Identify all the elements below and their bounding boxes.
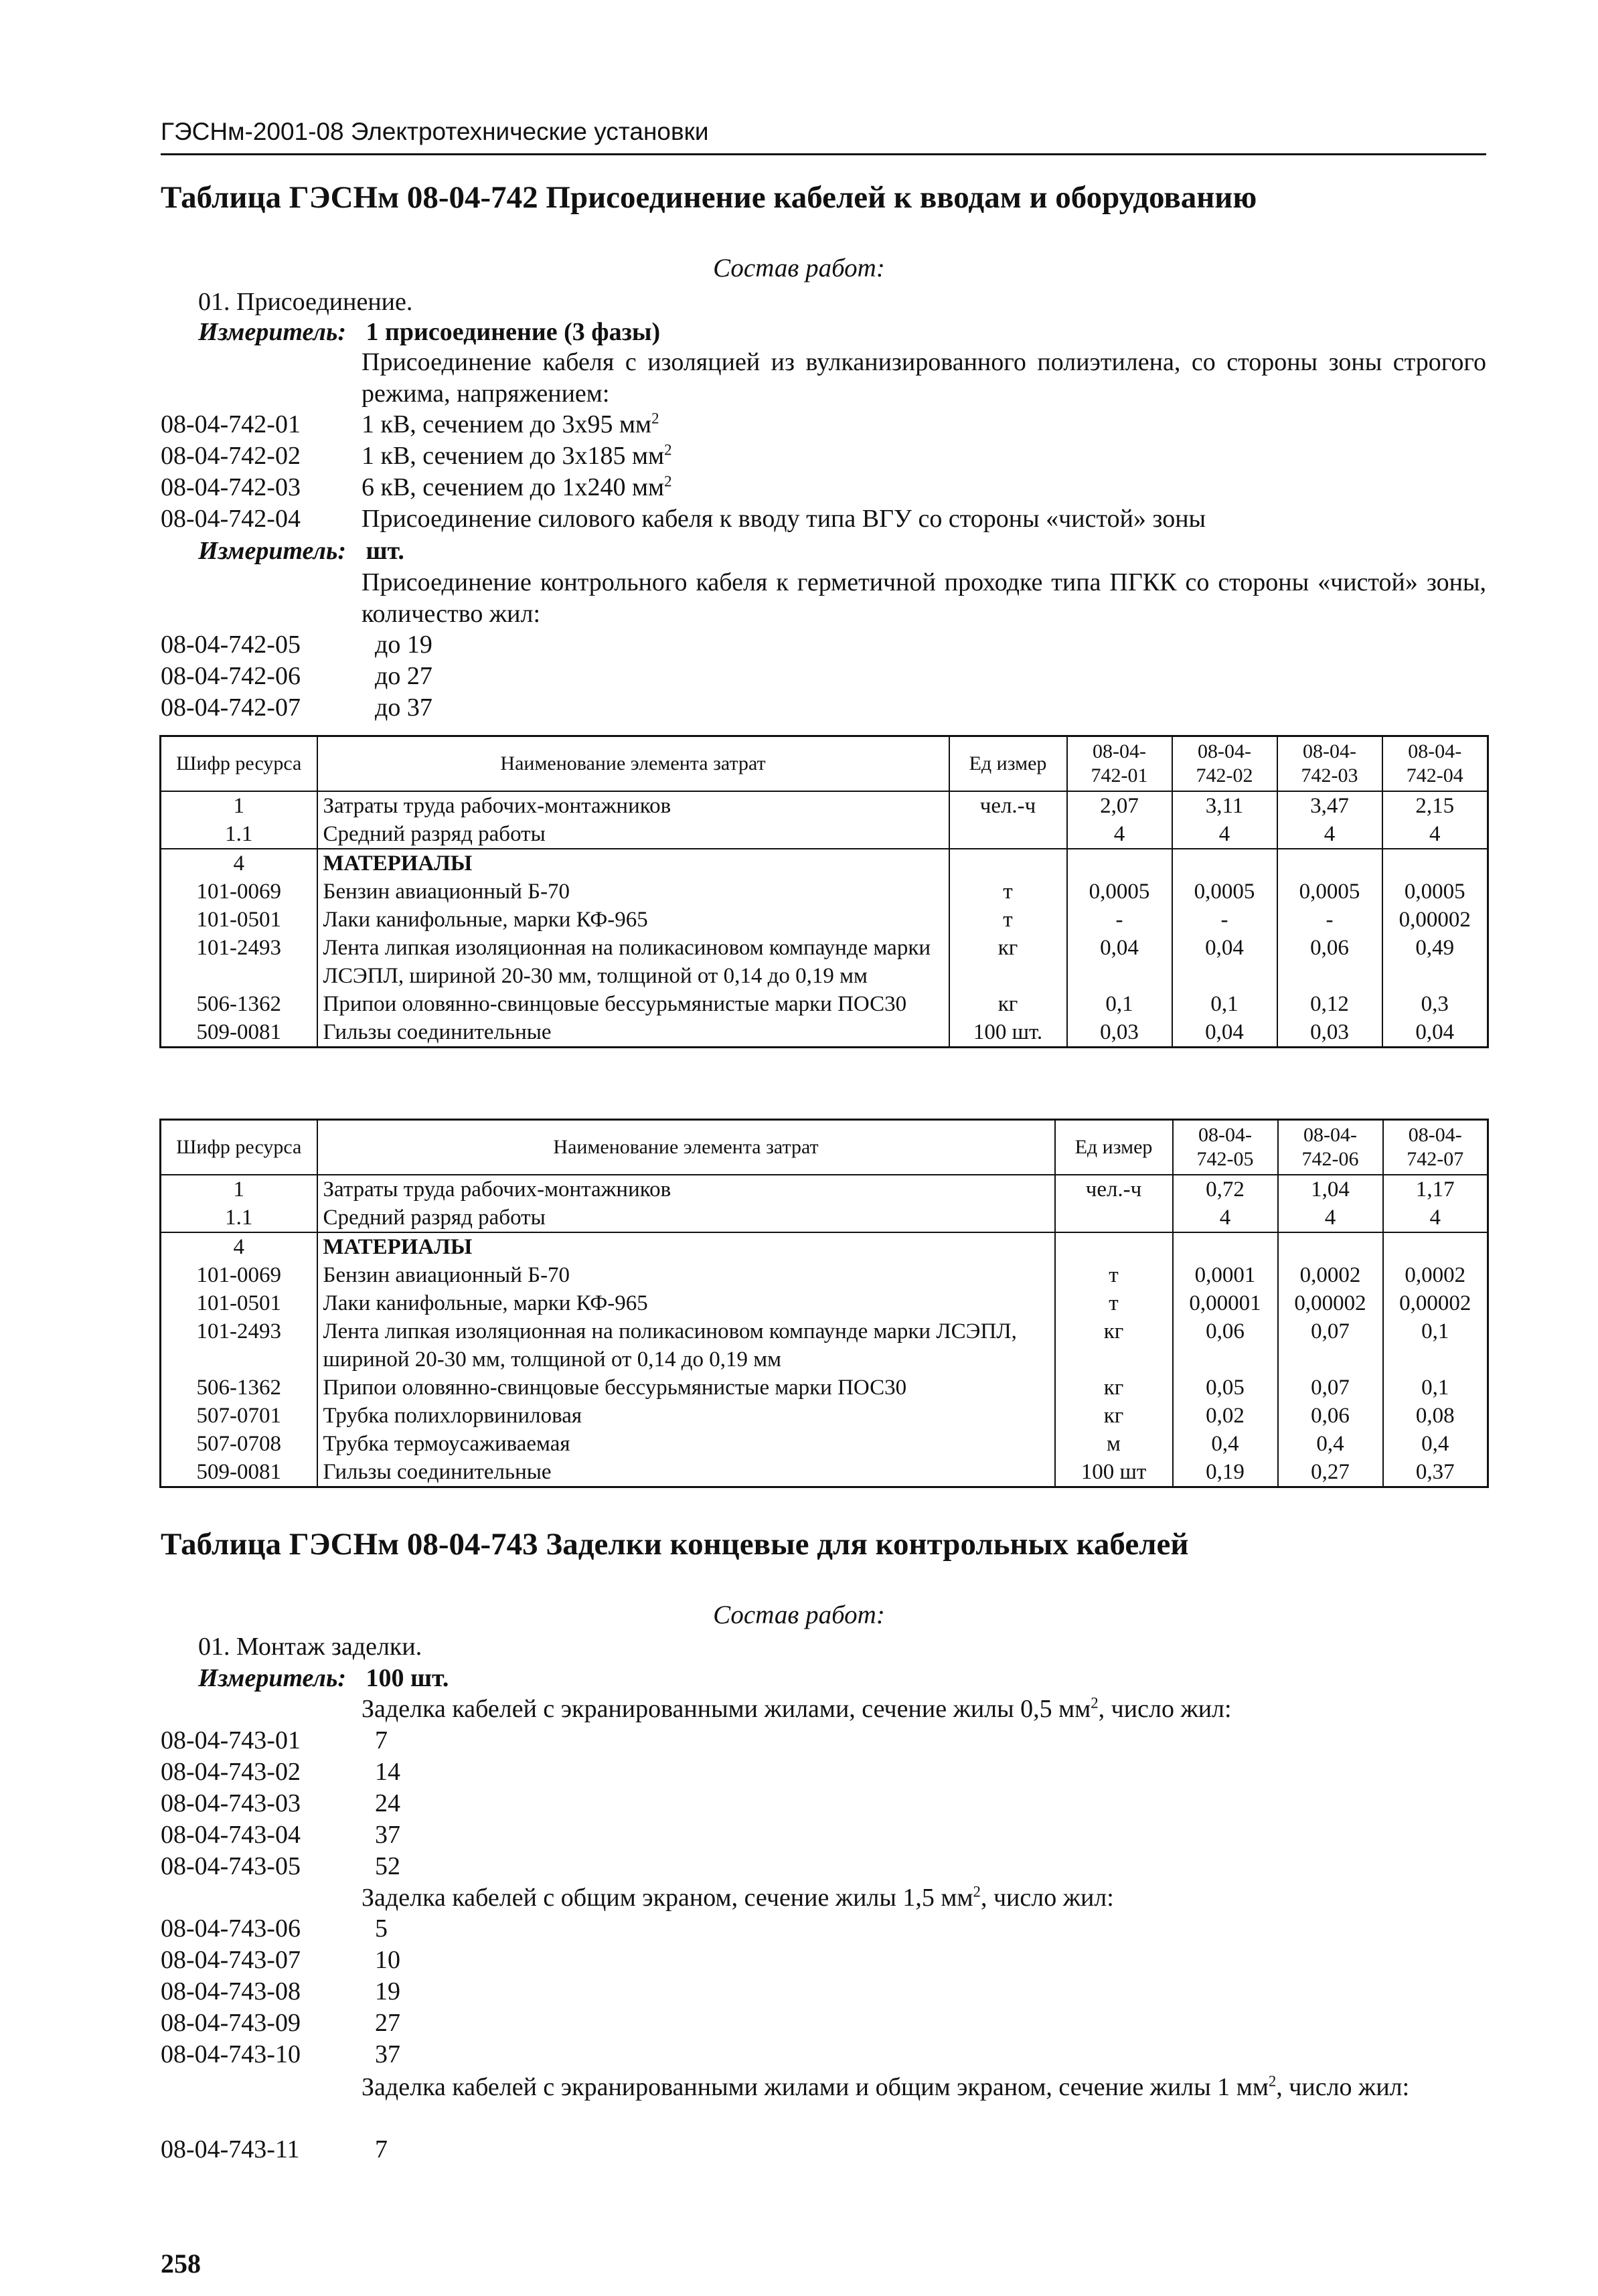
cell-unit: чел.-ч xyxy=(1055,1175,1173,1204)
item-code: 08-04-743-04 xyxy=(161,1821,301,1849)
column-header-norm: 08-04- 742-01 xyxy=(1067,736,1172,792)
cell-code: 509-0081 xyxy=(161,1018,317,1048)
cell-name: Припои оловянно-свинцовые бессурьмянистые марки ПОС30 xyxy=(317,990,949,1018)
item-text: 37 xyxy=(375,1821,400,1849)
composition-742: 01. Присоединение. xyxy=(198,288,413,316)
cell-value: 0,3 xyxy=(1382,990,1488,1018)
cell-value xyxy=(1382,849,1488,878)
running-header: ГЭСНм-2001-08 Электротехнические установки xyxy=(161,118,709,145)
cell-value: 0,02 xyxy=(1173,1402,1278,1430)
cell-name: Затраты труда рабочих-монтажников xyxy=(317,791,949,820)
cell-code: 506-1362 xyxy=(161,1374,317,1402)
cell-name: Трубка полихлорвиниловая xyxy=(317,1402,1055,1430)
cell-unit: т xyxy=(1055,1261,1173,1289)
cell-code: 101-0069 xyxy=(161,878,317,906)
table-row xyxy=(161,1175,1488,1204)
cell-value: 0,07 xyxy=(1278,1317,1383,1374)
table-row xyxy=(161,1232,1488,1261)
measure-label: Измеритель: xyxy=(198,537,346,565)
measure-742-2 xyxy=(198,536,404,567)
cell-value: 0,12 xyxy=(1277,990,1382,1018)
cell-code: 4 xyxy=(161,849,317,878)
item-text: 37 xyxy=(375,2040,400,2068)
cell-unit: кг xyxy=(1055,1402,1173,1430)
cell-code: 506-1362 xyxy=(161,990,317,1018)
cell-unit: кг xyxy=(949,934,1067,990)
cell-unit: кг xyxy=(1055,1317,1173,1374)
cell-name: Гильзы соединительные xyxy=(317,1458,1055,1487)
item-code: 08-04-742-02 xyxy=(161,442,301,470)
cell-value: 0,06 xyxy=(1277,934,1382,990)
measure-label: Измеритель: xyxy=(198,1664,346,1692)
cell-value: 0,08 xyxy=(1383,1402,1488,1430)
cell-unit: м xyxy=(1055,1430,1173,1458)
item-code: 08-04-742-01 xyxy=(161,410,301,438)
table-row xyxy=(161,820,1488,849)
cell-value: 1,17 xyxy=(1383,1175,1488,1204)
item-text: 14 xyxy=(375,1758,400,1786)
cell-value: 0,0002 xyxy=(1278,1261,1383,1289)
table-row xyxy=(161,906,1488,934)
measure-743 xyxy=(198,1663,449,1694)
item-code: 08-04-743-05 xyxy=(161,1852,301,1880)
column-header-norm: 08-04- 742-05 xyxy=(1173,1120,1278,1175)
cell-value: 2,15 xyxy=(1382,791,1488,820)
cell-code: 101-0069 xyxy=(161,1261,317,1289)
cell-value: 4 xyxy=(1277,820,1382,849)
composition-743: 01. Монтаж заделки. xyxy=(198,1633,422,1661)
cell-code: 1.1 xyxy=(161,820,317,849)
cell-value: 4 xyxy=(1173,1204,1278,1232)
cell-value xyxy=(1067,849,1172,878)
cell-code: 507-0708 xyxy=(161,1430,317,1458)
item-code: 08-04-743-10 xyxy=(161,2040,301,2068)
item-code: 08-04-743-11 xyxy=(161,2135,300,2163)
group-text-end: , число жил: xyxy=(1098,1695,1232,1723)
composition-label-742: Состав работ: xyxy=(713,254,885,282)
item-code: 08-04-743-09 xyxy=(161,2009,301,2037)
cell-value: 0,1 xyxy=(1383,1374,1488,1402)
cell-value: 0,03 xyxy=(1277,1018,1382,1048)
cell-name: МАТЕРИАЛЫ xyxy=(317,849,949,878)
cell-value: 0,04 xyxy=(1067,934,1172,990)
cell-value: 4 xyxy=(1382,820,1488,849)
table-row xyxy=(161,1402,1488,1430)
cell-value: 0,05 xyxy=(1173,1374,1278,1402)
cell-value: 4 xyxy=(1383,1204,1488,1232)
cell-unit: т xyxy=(949,906,1067,934)
cell-value: 0,06 xyxy=(1173,1317,1278,1374)
item-code: 08-04-743-08 xyxy=(161,1977,301,2005)
cell-value: 0,06 xyxy=(1278,1402,1383,1430)
cell-code: 101-2493 xyxy=(161,934,317,990)
column-header-norm: 08-04- 742-02 xyxy=(1172,736,1277,792)
group-heading-743-1: Заделка кабелей с экранированными жилами, сечение жилы 0,5 $мм^2$, число жил: xyxy=(362,1694,1232,1723)
cell-value: 0,07 xyxy=(1278,1374,1383,1402)
table-row xyxy=(161,849,1488,878)
cell-name: Припои оловянно-свинцовые бессурьмянистые марки ПОС30 xyxy=(317,1374,1055,1402)
table-row xyxy=(161,1289,1488,1317)
table-row xyxy=(161,1430,1488,1458)
cell-value: 4 xyxy=(1067,820,1172,849)
cell-unit: 100 шт xyxy=(1055,1458,1173,1487)
measure-value: 100 шт. xyxy=(366,1664,449,1692)
cell-value: 0,27 xyxy=(1278,1458,1383,1487)
table-header-row xyxy=(161,1120,1488,1175)
cell-unit xyxy=(1055,1232,1173,1261)
cell-name: Средний разряд работы xyxy=(317,820,949,849)
cell-value: 4 xyxy=(1278,1204,1383,1232)
group-heading-743-2: Заделка кабелей с общим экраном, сечение жилы 1,5 $мм^2$, число жил: xyxy=(362,1883,1114,1912)
group-heading-743-3: Заделка кабелей с экранированными жилами и общим экраном, сечение жилы 1 $мм^2$, число жил: xyxy=(362,2072,1410,2101)
cell-value: 2,07 xyxy=(1067,791,1172,820)
cell-name: Затраты труда рабочих-монтажников xyxy=(317,1175,1055,1204)
item-code: 08-04-742-06 xyxy=(161,662,301,690)
cell-value: 0,4 xyxy=(1173,1430,1278,1458)
measure-742-1 xyxy=(198,317,660,348)
cell-unit: т xyxy=(949,878,1067,906)
page-number: 258 xyxy=(161,2248,201,2279)
measure-value: 1 присоединение (3 фазы) xyxy=(366,318,661,346)
measure-label: Измеритель: xyxy=(198,318,346,346)
cell-code: 4 xyxy=(161,1232,317,1261)
column-header-code: Шифр ресурса xyxy=(161,736,317,792)
column-header-norm: 08-04- 742-06 xyxy=(1278,1120,1383,1175)
cell-value: 0,00002 xyxy=(1383,1289,1488,1317)
cell-unit xyxy=(949,820,1067,849)
measure-value: шт. xyxy=(366,537,404,565)
cell-unit: т xyxy=(1055,1289,1173,1317)
cell-name: Средний разряд работы xyxy=(317,1204,1055,1232)
paragraph-742-2: Присоединение контрольного кабеля к герметичной проходке типа ПГКК со стороны «чистой» зоны, количество жил: xyxy=(362,568,1486,628)
item-text: 19 xyxy=(375,1977,400,2005)
table-row xyxy=(161,1018,1488,1048)
cell-unit: кг xyxy=(949,990,1067,1018)
cell-unit: кг xyxy=(1055,1374,1173,1402)
cell-value xyxy=(1383,1232,1488,1261)
cell-value: 0,1 xyxy=(1383,1317,1488,1374)
cell-value xyxy=(1172,849,1277,878)
cell-value: 0,0005 xyxy=(1382,878,1488,906)
group-text-end: , число жил: xyxy=(1276,2073,1410,2101)
table-row xyxy=(161,934,1488,990)
item-text: Присоединение силового кабеля к вводу типа ВГУ со стороны «чистой» зоны xyxy=(362,505,1206,533)
cell-name: Лаки канифольные, марки КФ-965 xyxy=(317,906,949,934)
table-row xyxy=(161,990,1488,1018)
cell-value: 1,04 xyxy=(1278,1175,1383,1204)
cell-code: 509-0081 xyxy=(161,1458,317,1487)
column-header-code: Шифр ресурса xyxy=(161,1120,317,1175)
item-code: 08-04-742-05 xyxy=(161,631,301,659)
cell-value: 0,49 xyxy=(1382,934,1488,990)
cell-value: 0,0005 xyxy=(1067,878,1172,906)
column-header-unit: Ед измер xyxy=(949,736,1067,792)
item-text: до 27 xyxy=(375,662,432,690)
item-text: 10 xyxy=(375,1946,400,1974)
resource-table-742-1 xyxy=(159,735,1489,1048)
item-text: до 19 xyxy=(375,631,432,659)
cell-value: 0,04 xyxy=(1172,934,1277,990)
cell-value: 0,00002 xyxy=(1382,906,1488,934)
cell-value: 0,0001 xyxy=(1173,1261,1278,1289)
paragraph-742-1: Присоединение кабеля с изоляцией из вулканизированного полиэтилена, со стороны зоны строгого режима, напряжением: xyxy=(362,348,1486,408)
group-text: Заделка кабелей с экранированными жилами, сечение жилы 0,5 мм xyxy=(362,1695,1091,1723)
item-text: до 37 xyxy=(375,693,432,722)
cell-value xyxy=(1278,1232,1383,1261)
cell-unit: 100 шт. xyxy=(949,1018,1067,1048)
item-text: 1 кВ, сечением до 3х95 $мм^2$ xyxy=(362,410,659,438)
header-rule xyxy=(161,153,1486,155)
cell-value: 4 xyxy=(1172,820,1277,849)
cell-value: 0,4 xyxy=(1278,1430,1383,1458)
group-text: Заделка кабелей с экранированными жилами и общим экраном, сечение жилы 1 мм xyxy=(362,2073,1269,2101)
item-code: 08-04-743-03 xyxy=(161,1789,301,1817)
item-text: 27 xyxy=(375,2009,400,2037)
item-text: 5 xyxy=(375,1914,388,1943)
group-text: Заделка кабелей с общим экраном, сечение жилы 1,5 мм xyxy=(362,1884,973,1912)
cell-value xyxy=(1277,849,1382,878)
cell-code: 101-2493 xyxy=(161,1317,317,1374)
cell-name: Трубка термоусаживаемая xyxy=(317,1430,1055,1458)
table-row xyxy=(161,1204,1488,1232)
cell-value xyxy=(1173,1232,1278,1261)
composition-label-743: Состав работ: xyxy=(713,1601,885,1629)
cell-code: 1 xyxy=(161,791,317,820)
cell-value: 0,37 xyxy=(1383,1458,1488,1487)
cell-value: - xyxy=(1277,906,1382,934)
cell-code: 507-0701 xyxy=(161,1402,317,1430)
cell-value: 0,4 xyxy=(1383,1430,1488,1458)
cell-code: 101-0501 xyxy=(161,1289,317,1317)
column-header-name: Наименование элемента затрат xyxy=(317,1120,1055,1175)
item-code: 08-04-742-04 xyxy=(161,505,301,533)
cell-name: Лаки канифольные, марки КФ-965 xyxy=(317,1289,1055,1317)
item-code: 08-04-743-06 xyxy=(161,1914,301,1943)
item-text: 1 кВ, сечением до 3х185 $мм^2$ xyxy=(362,441,672,470)
cell-name: Бензин авиационный Б-70 xyxy=(317,1261,1055,1289)
cell-value: 3,47 xyxy=(1277,791,1382,820)
item-text: 7 xyxy=(375,1726,388,1754)
table-row xyxy=(161,1317,1488,1374)
item-text: 7 xyxy=(375,2135,388,2163)
resource-table-742-2 xyxy=(159,1119,1489,1488)
item-text: 6 кВ, сечением до 1х240 $мм^2$ xyxy=(362,473,672,501)
table-743-title: Таблица ГЭСНм 08-04-743 Заделки концевые для контрольных кабелей xyxy=(161,1527,1189,1562)
cell-name: МАТЕРИАЛЫ xyxy=(317,1232,1055,1261)
cell-value: 0,04 xyxy=(1172,1018,1277,1048)
cell-unit: чел.-ч xyxy=(949,791,1067,820)
cell-name: Лента липкая изоляционная на поликасиновом компаунде марки ЛСЭПЛ, шириной 20-30 мм, толщиной от 0,14 до 0,19 мм xyxy=(317,1317,1055,1374)
cell-code: 1 xyxy=(161,1175,317,1204)
cell-value: 3,11 xyxy=(1172,791,1277,820)
table-row xyxy=(161,1261,1488,1289)
item-code: 08-04-742-03 xyxy=(161,473,301,501)
cell-value: 0,00002 xyxy=(1278,1289,1383,1317)
table-row xyxy=(161,878,1488,906)
column-header-norm: 08-04- 742-07 xyxy=(1383,1120,1488,1175)
cell-value: - xyxy=(1067,906,1172,934)
cell-value: 0,72 xyxy=(1173,1175,1278,1204)
table-742-title: Таблица ГЭСНм 08-04-742 Присоединение кабелей к вводам и оборудованию xyxy=(161,180,1257,215)
cell-value: 0,19 xyxy=(1173,1458,1278,1487)
item-code: 08-04-743-02 xyxy=(161,1758,301,1786)
item-text: 24 xyxy=(375,1789,400,1817)
cell-unit xyxy=(1055,1204,1173,1232)
table-header-row xyxy=(161,736,1488,792)
cell-value: 0,04 xyxy=(1382,1018,1488,1048)
cell-value: 0,00001 xyxy=(1173,1289,1278,1317)
cell-unit xyxy=(949,849,1067,878)
item-code: 08-04-743-07 xyxy=(161,1946,301,1974)
table-row xyxy=(161,1374,1488,1402)
item-text: 52 xyxy=(375,1852,400,1880)
cell-code: 1.1 xyxy=(161,1204,317,1232)
column-header-norm: 08-04- 742-04 xyxy=(1382,736,1488,792)
cell-value: 0,1 xyxy=(1172,990,1277,1018)
group-text-end: , число жил: xyxy=(980,1884,1114,1912)
table-row xyxy=(161,1458,1488,1487)
cell-value: 0,1 xyxy=(1067,990,1172,1018)
column-header-unit: Ед измер xyxy=(1055,1120,1173,1175)
cell-value: 0,03 xyxy=(1067,1018,1172,1048)
cell-value: 0,0002 xyxy=(1383,1261,1488,1289)
cell-value: 0,0005 xyxy=(1277,878,1382,906)
item-code: 08-04-743-01 xyxy=(161,1726,301,1754)
column-header-name: Наименование элемента затрат xyxy=(317,736,949,792)
cell-name: Гильзы соединительные xyxy=(317,1018,949,1048)
column-header-norm: 08-04- 742-03 xyxy=(1277,736,1382,792)
cell-name: Бензин авиационный Б-70 xyxy=(317,878,949,906)
cell-name: Лента липкая изоляционная на поликасиновом компаунде марки ЛСЭПЛ, шириной 20-30 мм, толщиной от 0,14 до 0,19 мм xyxy=(317,934,949,990)
cell-value: 0,0005 xyxy=(1172,878,1277,906)
cell-value: - xyxy=(1172,906,1277,934)
cell-code: 101-0501 xyxy=(161,906,317,934)
table-row xyxy=(161,791,1488,820)
item-code: 08-04-742-07 xyxy=(161,693,301,722)
